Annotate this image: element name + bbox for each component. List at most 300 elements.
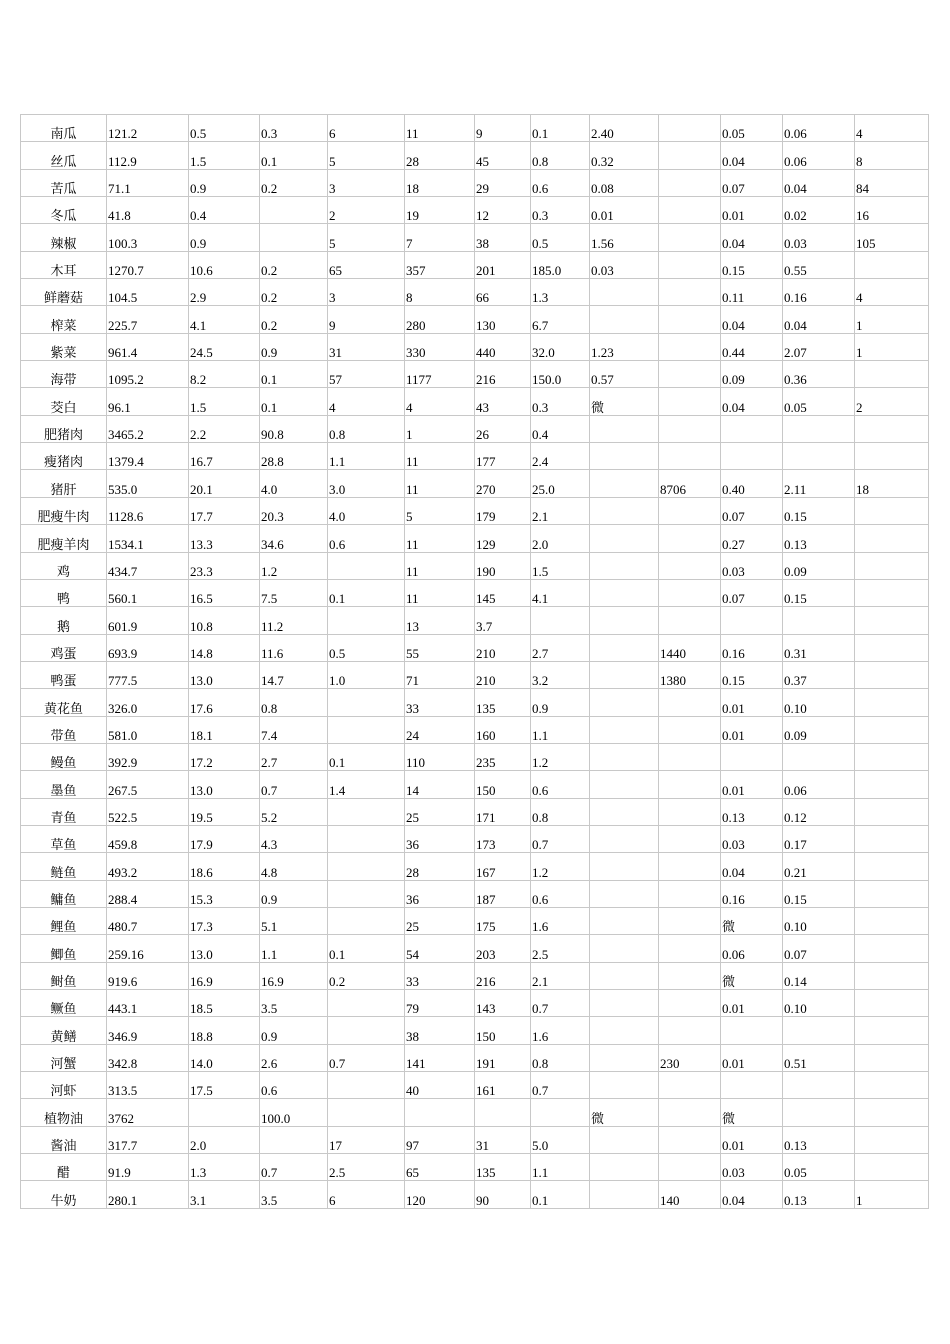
value-cell [855, 1044, 929, 1071]
value-cell: 522.5 [107, 798, 189, 825]
food-name-cell: 草鱼 [21, 825, 107, 852]
value-cell: 66 [475, 279, 531, 306]
food-name-cell: 河蟹 [21, 1044, 107, 1071]
value-cell [659, 224, 721, 251]
value-cell: 0.10 [783, 990, 855, 1017]
value-cell: 270 [475, 470, 531, 497]
value-cell: 2.7 [260, 743, 328, 770]
value-cell: 1.2 [260, 552, 328, 579]
value-cell: 91.9 [107, 1154, 189, 1181]
food-name-cell: 墨鱼 [21, 771, 107, 798]
value-cell: 0.01 [721, 716, 783, 743]
value-cell: 259.16 [107, 935, 189, 962]
value-cell: 0.36 [783, 361, 855, 388]
value-cell [590, 935, 659, 962]
value-cell [328, 689, 405, 716]
value-cell: 0.31 [783, 634, 855, 661]
value-cell: 601.9 [107, 607, 189, 634]
value-cell: 129 [475, 525, 531, 552]
food-name-cell: 黄鳝 [21, 1017, 107, 1044]
value-cell: 150.0 [531, 361, 590, 388]
value-cell: 31 [475, 1126, 531, 1153]
value-cell [659, 1154, 721, 1181]
value-cell [659, 962, 721, 989]
value-cell: 1534.1 [107, 525, 189, 552]
table-row [21, 415, 929, 442]
table-row [21, 825, 929, 852]
value-cell: 28.8 [260, 443, 328, 470]
food-name-cell: 肥瘦羊肉 [21, 525, 107, 552]
value-cell: 4.1 [531, 579, 590, 606]
table-row [21, 579, 929, 606]
value-cell [659, 443, 721, 470]
value-cell: 2.6 [260, 1044, 328, 1071]
value-cell [590, 279, 659, 306]
value-cell: 210 [475, 634, 531, 661]
value-cell: 16.7 [189, 443, 260, 470]
value-cell [855, 962, 929, 989]
food-name-cell: 鸡 [21, 552, 107, 579]
value-cell: 179 [475, 497, 531, 524]
value-cell [328, 907, 405, 934]
value-cell: 0.51 [783, 1044, 855, 1071]
value-cell: 0.09 [783, 552, 855, 579]
value-cell: 0.15 [721, 251, 783, 278]
value-cell [855, 525, 929, 552]
table-row [21, 306, 929, 333]
food-name-cell: 牛奶 [21, 1181, 107, 1208]
value-cell: 31 [328, 333, 405, 360]
value-cell [659, 306, 721, 333]
value-cell: 14.7 [260, 661, 328, 688]
value-cell: 434.7 [107, 552, 189, 579]
value-cell: 0.16 [721, 634, 783, 661]
table-row [21, 716, 929, 743]
value-cell: 0.15 [783, 579, 855, 606]
value-cell: 0.10 [783, 907, 855, 934]
value-cell: 0.01 [721, 1126, 783, 1153]
value-cell: 0.7 [531, 990, 590, 1017]
value-cell: 65 [328, 251, 405, 278]
value-cell: 4.0 [260, 470, 328, 497]
value-cell [328, 607, 405, 634]
food-name-cell: 猪肝 [21, 470, 107, 497]
value-cell [328, 798, 405, 825]
value-cell [855, 607, 929, 634]
value-cell: 0.2 [260, 279, 328, 306]
value-cell: 6 [328, 115, 405, 142]
value-cell: 7 [405, 224, 475, 251]
value-cell: 0.10 [783, 689, 855, 716]
table-row [21, 661, 929, 688]
value-cell: 4 [405, 388, 475, 415]
value-cell: 1.1 [531, 716, 590, 743]
value-cell: 11 [405, 579, 475, 606]
table-row [21, 169, 929, 196]
value-cell: 0.09 [721, 361, 783, 388]
value-cell: 32.0 [531, 333, 590, 360]
value-cell: 1.56 [590, 224, 659, 251]
value-cell [783, 1017, 855, 1044]
table-row [21, 1072, 929, 1099]
value-cell: 0.1 [260, 361, 328, 388]
table-row [21, 470, 929, 497]
value-cell [783, 443, 855, 470]
value-cell: 5 [328, 224, 405, 251]
food-name-cell: 酱油 [21, 1126, 107, 1153]
value-cell: 11 [405, 525, 475, 552]
value-cell: 8.2 [189, 361, 260, 388]
value-cell: 581.0 [107, 716, 189, 743]
value-cell: 71.1 [107, 169, 189, 196]
value-cell: 171 [475, 798, 531, 825]
value-cell [659, 825, 721, 852]
value-cell [659, 361, 721, 388]
value-cell: 2.5 [328, 1154, 405, 1181]
value-cell [855, 743, 929, 770]
value-cell: 18.5 [189, 990, 260, 1017]
value-cell: 6.7 [531, 306, 590, 333]
value-cell: 57 [328, 361, 405, 388]
value-cell [590, 634, 659, 661]
value-cell: 0.06 [783, 115, 855, 142]
value-cell: 0.9 [189, 224, 260, 251]
value-cell: 0.15 [721, 661, 783, 688]
value-cell [855, 661, 929, 688]
value-cell [855, 443, 929, 470]
food-name-cell: 植物油 [21, 1099, 107, 1126]
value-cell: 100.0 [260, 1099, 328, 1126]
value-cell: 0.02 [783, 197, 855, 224]
value-cell: 0.4 [189, 197, 260, 224]
value-cell [531, 607, 590, 634]
table-row [21, 634, 929, 661]
value-cell: 0.13 [783, 525, 855, 552]
value-cell: 216 [475, 962, 531, 989]
value-cell: 0.03 [721, 1154, 783, 1181]
value-cell: 1.2 [531, 853, 590, 880]
value-cell: 0.27 [721, 525, 783, 552]
table-row [21, 1126, 929, 1153]
value-cell: 65 [405, 1154, 475, 1181]
food-name-cell: 青鱼 [21, 798, 107, 825]
food-name-cell: 鸭蛋 [21, 661, 107, 688]
value-cell [189, 1099, 260, 1126]
value-cell: 191 [475, 1044, 531, 1071]
value-cell: 40 [405, 1072, 475, 1099]
value-cell: 11.6 [260, 634, 328, 661]
value-cell [855, 689, 929, 716]
value-cell: 84 [855, 169, 929, 196]
value-cell: 0.2 [260, 169, 328, 196]
value-cell: 0.03 [783, 224, 855, 251]
value-cell [659, 990, 721, 1017]
value-cell: 11 [405, 115, 475, 142]
value-cell: 29 [475, 169, 531, 196]
value-cell: 0.13 [783, 1126, 855, 1153]
value-cell [590, 607, 659, 634]
value-cell [590, 990, 659, 1017]
value-cell: 45 [475, 142, 531, 169]
value-cell: 55 [405, 634, 475, 661]
value-cell: 110 [405, 743, 475, 770]
value-cell [659, 743, 721, 770]
value-cell: 216 [475, 361, 531, 388]
value-cell [721, 607, 783, 634]
value-cell: 4.8 [260, 853, 328, 880]
value-cell: 5.1 [260, 907, 328, 934]
value-cell: 17 [328, 1126, 405, 1153]
value-cell: 0.07 [721, 579, 783, 606]
value-cell [590, 716, 659, 743]
value-cell [659, 525, 721, 552]
value-cell: 560.1 [107, 579, 189, 606]
value-cell: 1.3 [189, 1154, 260, 1181]
value-cell: 0.6 [531, 880, 590, 907]
value-cell: 19 [405, 197, 475, 224]
value-cell [590, 907, 659, 934]
value-cell: 0.01 [721, 197, 783, 224]
value-cell: 4.3 [260, 825, 328, 852]
table-row [21, 142, 929, 169]
value-cell: 267.5 [107, 771, 189, 798]
value-cell: 0.44 [721, 333, 783, 360]
value-cell: 18 [855, 470, 929, 497]
value-cell: 440 [475, 333, 531, 360]
value-cell: 0.04 [783, 306, 855, 333]
value-cell: 0.6 [531, 169, 590, 196]
value-cell [659, 197, 721, 224]
value-cell: 0.2 [260, 306, 328, 333]
value-cell [659, 1072, 721, 1099]
value-cell: 5.2 [260, 798, 328, 825]
value-cell: 38 [405, 1017, 475, 1044]
value-cell [659, 771, 721, 798]
value-cell: 0.01 [721, 771, 783, 798]
value-cell: 150 [475, 771, 531, 798]
value-cell [855, 935, 929, 962]
value-cell: 443.1 [107, 990, 189, 1017]
value-cell: 41.8 [107, 197, 189, 224]
value-cell: 0.7 [328, 1044, 405, 1071]
value-cell: 1.5 [189, 388, 260, 415]
value-cell: 16.5 [189, 579, 260, 606]
value-cell [855, 251, 929, 278]
value-cell: 1 [855, 1181, 929, 1208]
table-row [21, 935, 929, 962]
value-cell: 0.7 [260, 1154, 328, 1181]
table-row [21, 115, 929, 142]
value-cell: 14.8 [189, 634, 260, 661]
value-cell: 13.0 [189, 771, 260, 798]
food-name-cell: 肥猪肉 [21, 415, 107, 442]
value-cell: 210 [475, 661, 531, 688]
food-name-cell: 鲢鱼 [21, 853, 107, 880]
value-cell: 19.5 [189, 798, 260, 825]
table-row [21, 880, 929, 907]
value-cell: 25 [405, 798, 475, 825]
table-row [21, 1099, 929, 1126]
value-cell: 0.13 [721, 798, 783, 825]
value-cell: 0.12 [783, 798, 855, 825]
value-cell: 203 [475, 935, 531, 962]
food-name-cell: 瘦猪肉 [21, 443, 107, 470]
value-cell: 1270.7 [107, 251, 189, 278]
value-cell: 17.2 [189, 743, 260, 770]
value-cell: 0.05 [783, 1154, 855, 1181]
food-name-cell: 南瓜 [21, 115, 107, 142]
value-cell [855, 361, 929, 388]
value-cell: 13.0 [189, 935, 260, 962]
value-cell: 54 [405, 935, 475, 962]
value-cell [590, 497, 659, 524]
value-cell: 3.5 [260, 990, 328, 1017]
value-cell: 0.3 [531, 197, 590, 224]
value-cell: 175 [475, 907, 531, 934]
value-cell: 392.9 [107, 743, 189, 770]
value-cell: 微 [721, 962, 783, 989]
value-cell: 7.4 [260, 716, 328, 743]
value-cell: 2.9 [189, 279, 260, 306]
value-cell [659, 880, 721, 907]
value-cell: 230 [659, 1044, 721, 1071]
value-cell: 6 [328, 1181, 405, 1208]
value-cell: 0.5 [531, 224, 590, 251]
value-cell: 177 [475, 443, 531, 470]
value-cell [855, 907, 929, 934]
value-cell: 0.15 [783, 880, 855, 907]
table-row [21, 607, 929, 634]
value-cell: 0.8 [531, 142, 590, 169]
value-cell: 33 [405, 689, 475, 716]
value-cell [659, 333, 721, 360]
value-cell: 20.3 [260, 497, 328, 524]
value-cell: 11 [405, 470, 475, 497]
food-name-cell: 榨菜 [21, 306, 107, 333]
value-cell: 143 [475, 990, 531, 1017]
value-cell [855, 990, 929, 1017]
value-cell: 28 [405, 853, 475, 880]
value-cell: 288.4 [107, 880, 189, 907]
table-body [21, 115, 929, 1209]
value-cell: 微 [721, 1099, 783, 1126]
value-cell [659, 579, 721, 606]
value-cell: 0.07 [721, 169, 783, 196]
value-cell [659, 552, 721, 579]
value-cell: 3.1 [189, 1181, 260, 1208]
value-cell: 342.8 [107, 1044, 189, 1071]
value-cell [328, 1017, 405, 1044]
value-cell [405, 1099, 475, 1126]
value-cell: 8706 [659, 470, 721, 497]
value-cell [855, 1072, 929, 1099]
value-cell: 26 [475, 415, 531, 442]
value-cell: 121.2 [107, 115, 189, 142]
value-cell: 2.2 [189, 415, 260, 442]
value-cell [721, 743, 783, 770]
value-cell: 0.1 [328, 743, 405, 770]
value-cell [590, 1126, 659, 1153]
value-cell [855, 497, 929, 524]
value-cell: 24 [405, 716, 475, 743]
value-cell: 25.0 [531, 470, 590, 497]
value-cell: 201 [475, 251, 531, 278]
value-cell: 535.0 [107, 470, 189, 497]
value-cell [590, 853, 659, 880]
value-cell [855, 798, 929, 825]
value-cell: 33 [405, 962, 475, 989]
value-cell: 0.9 [189, 169, 260, 196]
value-cell: 1.5 [531, 552, 590, 579]
value-cell: 100.3 [107, 224, 189, 251]
value-cell [260, 197, 328, 224]
value-cell: 1.1 [260, 935, 328, 962]
value-cell: 0.16 [721, 880, 783, 907]
value-cell: 16.9 [260, 962, 328, 989]
food-name-cell: 鲜蘑菇 [21, 279, 107, 306]
value-cell: 173 [475, 825, 531, 852]
value-cell: 5.0 [531, 1126, 590, 1153]
value-cell: 0.11 [721, 279, 783, 306]
value-cell [590, 798, 659, 825]
value-cell: 17.9 [189, 825, 260, 852]
food-name-cell: 醋 [21, 1154, 107, 1181]
value-cell: 0.7 [260, 771, 328, 798]
value-cell: 0.6 [531, 771, 590, 798]
value-cell: 0.1 [328, 579, 405, 606]
value-cell: 187 [475, 880, 531, 907]
value-cell [328, 716, 405, 743]
value-cell: 1.6 [531, 1017, 590, 1044]
food-name-cell: 木耳 [21, 251, 107, 278]
table-row [21, 1044, 929, 1071]
value-cell [855, 825, 929, 852]
value-cell [855, 1154, 929, 1181]
value-cell: 961.4 [107, 333, 189, 360]
value-cell: 2.11 [783, 470, 855, 497]
value-cell [659, 1099, 721, 1126]
value-cell: 130 [475, 306, 531, 333]
value-cell: 0.08 [590, 169, 659, 196]
value-cell: 2.40 [590, 115, 659, 142]
value-cell: 459.8 [107, 825, 189, 852]
value-cell: 0.9 [531, 689, 590, 716]
value-cell: 0.03 [721, 552, 783, 579]
value-cell: 微 [590, 1099, 659, 1126]
value-cell: 280.1 [107, 1181, 189, 1208]
table-row [21, 1181, 929, 1208]
value-cell: 8 [405, 279, 475, 306]
value-cell: 3.5 [260, 1181, 328, 1208]
value-cell: 120 [405, 1181, 475, 1208]
value-cell: 0.1 [531, 1181, 590, 1208]
value-cell: 14.0 [189, 1044, 260, 1071]
value-cell [590, 661, 659, 688]
value-cell: 0.3 [260, 115, 328, 142]
table-row [21, 689, 929, 716]
table-row [21, 798, 929, 825]
value-cell: 13.0 [189, 661, 260, 688]
value-cell: 0.15 [783, 497, 855, 524]
value-cell [590, 825, 659, 852]
value-cell: 0.1 [260, 388, 328, 415]
value-cell: 3 [328, 279, 405, 306]
value-cell: 0.40 [721, 470, 783, 497]
value-cell: 71 [405, 661, 475, 688]
value-cell: 1128.6 [107, 497, 189, 524]
table-row [21, 251, 929, 278]
value-cell: 20.1 [189, 470, 260, 497]
